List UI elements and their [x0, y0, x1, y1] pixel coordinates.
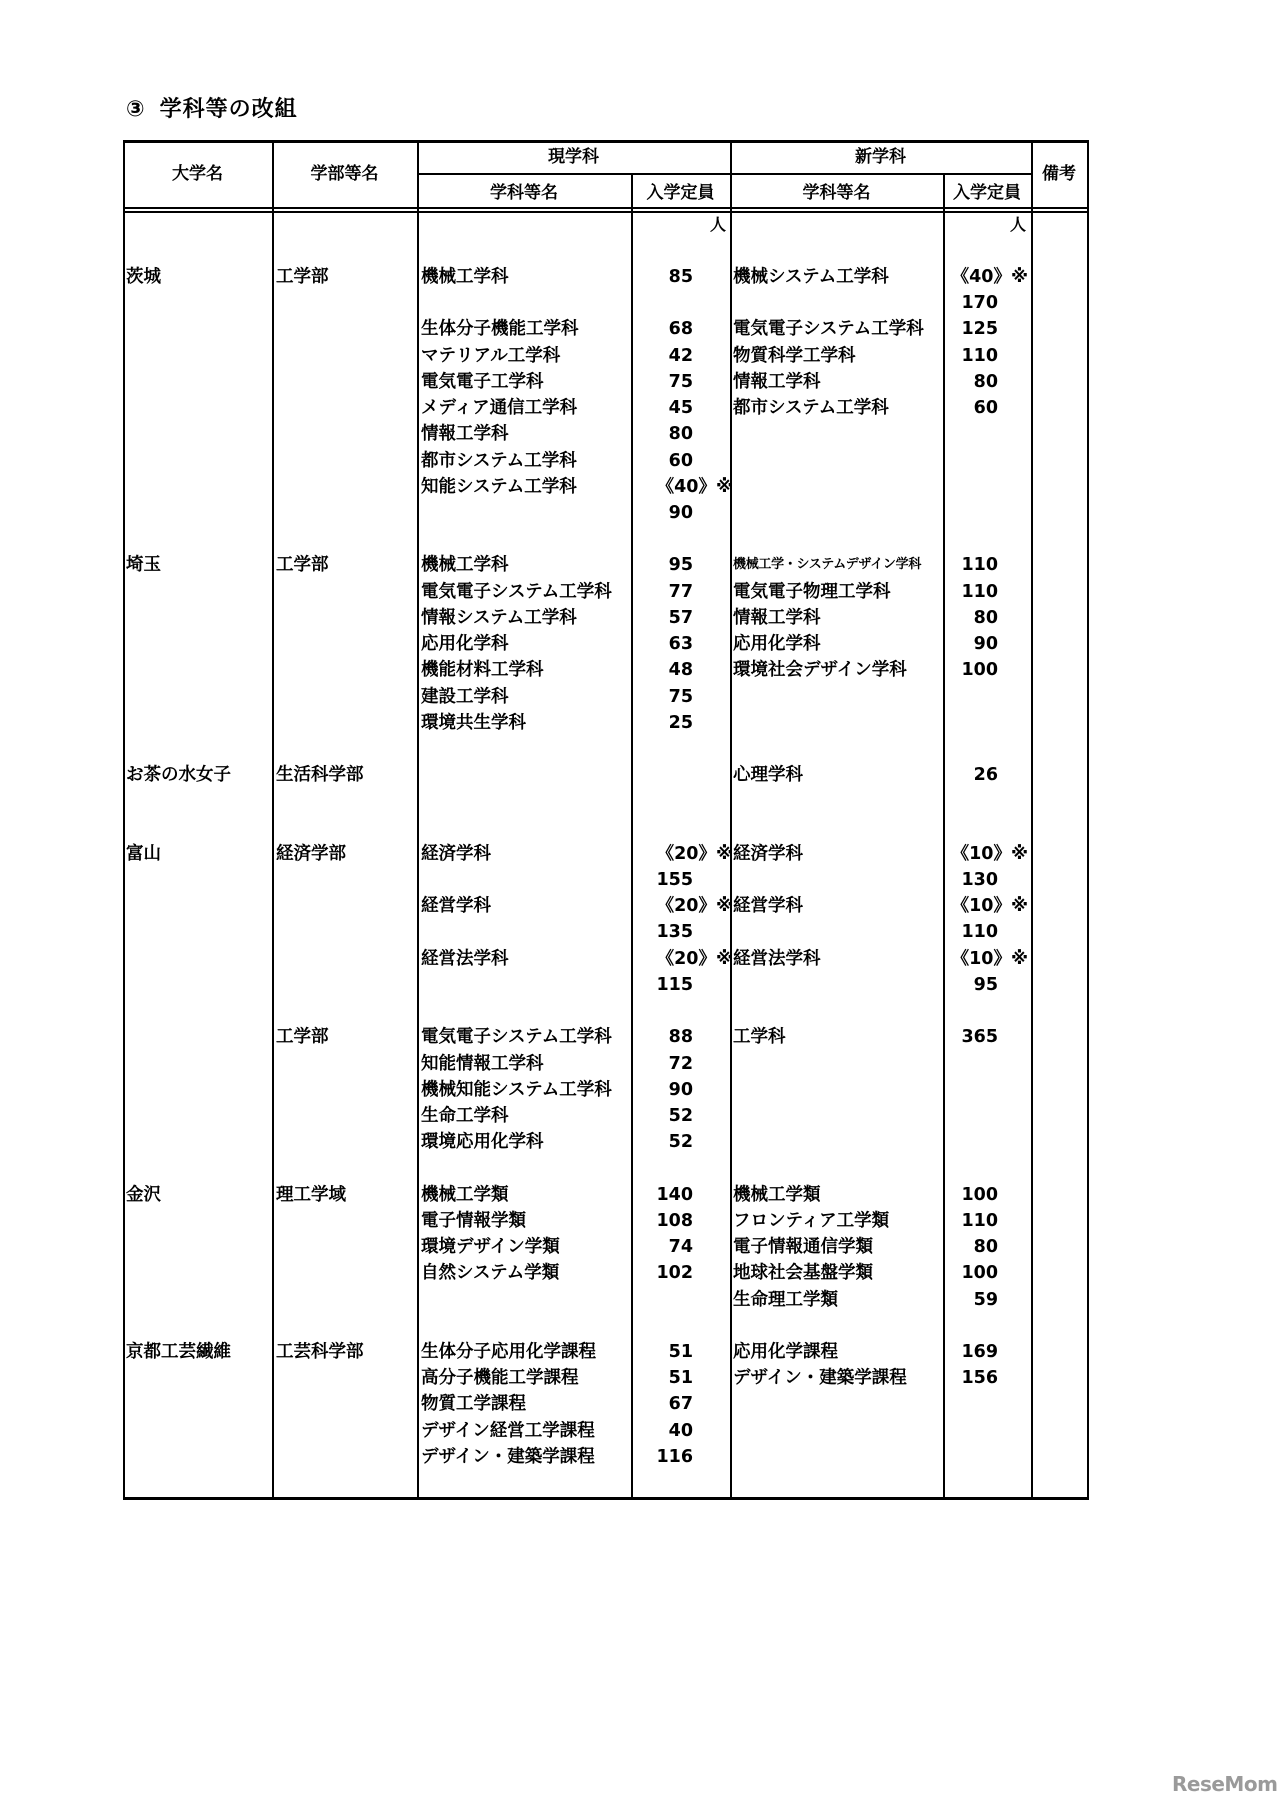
new-dept-cell: 心理学科 [733, 765, 803, 786]
table-row [123, 893, 1087, 919]
current-dept-cell: 機能材料工学科 [421, 660, 544, 681]
current-dept-cell: 都市システム工学科 [421, 450, 577, 471]
current-capacity-cell: 80 [668, 424, 693, 445]
current-dept-cell: 経営学科 [421, 896, 491, 917]
current-capacity-cell [613, 736, 733, 762]
header-current-capacity: 入学定員 [646, 183, 715, 203]
current-dept-cell: 環境共生学科 [421, 712, 526, 733]
table-row [123, 841, 1087, 867]
current-capacity-cell [613, 815, 733, 841]
new-capacity-cell: 110 [961, 555, 998, 576]
current-dept-cell: 電気電子工学科 [421, 371, 544, 392]
new-capacity-cell: 100 [961, 1184, 998, 1205]
new-capacity-cell: 110 [961, 345, 998, 366]
current-dept-cell: メディア通信工学科 [421, 398, 578, 419]
new-dept-cell: 地球社会基盤学類 [733, 1263, 873, 1284]
current-capacity-cell: 68 [668, 319, 693, 340]
new-capacity-cell: 169 [961, 1341, 998, 1362]
table-row [123, 1287, 1087, 1313]
current-dept-cell: マテリアル工学科 [421, 345, 561, 366]
current-capacity-cell: 75 [668, 686, 693, 707]
new-capacity-cell [933, 1103, 1028, 1129]
table-row [123, 867, 1087, 893]
new-capacity-cell: 110 [961, 1210, 998, 1231]
section-number: ③ [126, 97, 146, 122]
current-capacity-cell: 116 [656, 1446, 693, 1467]
current-capacity-cell: 40 [668, 1420, 693, 1441]
university-cell: 京都工芸繊維 [126, 1341, 231, 1362]
current-capacity-cell: 42 [668, 345, 693, 366]
table-row [123, 369, 1087, 395]
table-top-border [123, 140, 1089, 143]
section-title-text: 学科等の改組 [159, 97, 298, 122]
current-dept-cell: 機械工学科 [421, 267, 509, 287]
faculty-cell: 工学部 [276, 267, 329, 287]
table-row [123, 343, 1087, 369]
current-capacity-cell: 《20》※ [656, 896, 733, 917]
new-capacity-cell: 365 [961, 1027, 998, 1048]
faculty-cell: 理工学域 [276, 1184, 346, 1205]
current-capacity-cell: 《20》※ [656, 843, 733, 864]
header-current: 現学科 [548, 147, 599, 167]
current-dept-cell: 電気電子システム工学科 [421, 1027, 612, 1048]
table-row [123, 579, 1087, 605]
current-dept-cell: 情報システム工学科 [421, 607, 577, 628]
new-capacity-cell [933, 1129, 1028, 1155]
new-capacity-cell: 130 [961, 870, 998, 891]
table-row [123, 788, 1087, 814]
current-capacity-cell: 67 [668, 1394, 693, 1415]
current-capacity-cell: 90 [668, 502, 693, 523]
new-capacity-cell: 《10》※ [951, 843, 1028, 864]
current-dept-cell: 物質工学課程 [421, 1394, 526, 1415]
table-row [123, 316, 1087, 342]
current-capacity-cell: 75 [668, 371, 693, 392]
current-dept-cell: 機械工学科 [421, 555, 509, 576]
current-capacity-cell [613, 1155, 733, 1181]
new-capacity-cell [933, 1155, 1028, 1181]
new-capacity-cell: 59 [973, 1289, 998, 1310]
table-row [123, 1182, 1087, 1208]
table-row [123, 1208, 1087, 1234]
current-capacity-cell: 102 [656, 1263, 693, 1284]
current-dept-cell: 環境デザイン学類 [421, 1237, 560, 1258]
header-new-capacity: 入学定員 [953, 183, 1021, 203]
current-dept-cell: 電子情報学類 [421, 1210, 526, 1231]
current-capacity-cell: 108 [656, 1210, 693, 1231]
table-row [123, 684, 1087, 710]
current-capacity-cell [613, 526, 733, 552]
faculty-cell: 工学部 [276, 555, 329, 576]
new-capacity-cell [933, 998, 1028, 1024]
new-capacity-cell: 《40》※ [951, 267, 1028, 287]
header-faculty: 学部等名 [310, 164, 379, 184]
current-capacity-cell: 51 [668, 1368, 693, 1389]
new-capacity-cell [933, 1051, 1028, 1077]
new-capacity-cell: 80 [973, 371, 998, 392]
new-dept-cell: 経営学科 [733, 896, 803, 917]
current-capacity-cell [613, 1313, 733, 1339]
table-row [123, 946, 1087, 972]
faculty-cell: 経済学部 [276, 843, 346, 864]
table-row [123, 290, 1087, 316]
table-row [123, 1024, 1087, 1050]
new-capacity-cell: 100 [961, 1263, 998, 1284]
new-capacity-cell [933, 448, 1028, 474]
current-capacity-cell: 52 [668, 1132, 693, 1153]
current-dept-cell: 知能システム工学科 [421, 476, 577, 497]
current-capacity-cell: 《20》※ [656, 948, 733, 969]
current-capacity-cell: 57 [668, 607, 693, 628]
header-new-dept: 学科等名 [802, 183, 871, 203]
new-capacity-cell [933, 1444, 1028, 1470]
university-cell: 茨城 [126, 267, 161, 287]
new-capacity-cell: 《10》※ [951, 948, 1028, 969]
faculty-cell: 生活科学部 [276, 765, 364, 786]
table-row [123, 605, 1087, 631]
current-dept-cell: デザイン・建築学課程 [421, 1446, 595, 1467]
current-dept-cell: 環境応用化学科 [421, 1132, 544, 1153]
table-row [123, 631, 1087, 657]
current-capacity-cell [613, 290, 733, 316]
current-capacity-cell: 72 [668, 1053, 693, 1074]
current-dept-cell: 機械知能システム工学科 [421, 1079, 612, 1100]
current-capacity-cell: 135 [656, 922, 693, 943]
current-capacity-cell: 52 [668, 1106, 693, 1126]
current-dept-cell: 経済学科 [421, 843, 491, 864]
current-dept-cell: 生体分子応用化学課程 [421, 1341, 596, 1362]
header-new: 新学科 [855, 147, 906, 167]
current-capacity-cell [613, 762, 733, 788]
new-dept-cell: 電気電子物理工学科 [733, 581, 891, 602]
new-capacity-cell: 156 [961, 1368, 998, 1389]
table-body [123, 264, 1087, 1470]
table-row [123, 815, 1087, 841]
new-dept-cell: 応用化学課程 [733, 1341, 838, 1362]
new-capacity-cell: 95 [973, 974, 998, 995]
new-capacity-cell [933, 788, 1028, 814]
current-dept-cell: 自然システム学類 [421, 1263, 560, 1284]
table-row [123, 500, 1087, 526]
new-capacity-cell [933, 1313, 1028, 1339]
table-row [123, 1155, 1087, 1181]
faculty-cell: 工学部 [276, 1027, 329, 1048]
table-row [123, 1129, 1087, 1155]
new-dept-cell: 情報工学科 [733, 607, 821, 628]
current-capacity-cell: 45 [668, 398, 693, 419]
current-capacity-cell: 51 [668, 1341, 693, 1362]
new-unit-label: 人 [1010, 215, 1027, 234]
new-dept-cell: 環境社会デザイン学科 [733, 660, 907, 681]
header-split-line [417, 173, 1031, 175]
table-row [123, 1365, 1087, 1391]
new-dept-cell: 電気電子システム工学科 [733, 319, 924, 340]
table-row [123, 1234, 1087, 1260]
current-capacity-cell: 85 [668, 267, 693, 287]
new-capacity-cell [933, 736, 1028, 762]
new-capacity-cell: 110 [961, 581, 998, 602]
university-cell: 埼玉 [126, 555, 161, 576]
table-row [123, 1418, 1087, 1444]
new-dept-cell: 工学科 [733, 1027, 786, 1048]
new-dept-cell: 経営法学科 [733, 948, 821, 969]
new-dept-cell: 経済学科 [733, 843, 803, 864]
table-row [123, 421, 1087, 447]
new-capacity-cell [933, 421, 1028, 447]
table-row [123, 657, 1087, 683]
current-capacity-cell: 115 [656, 974, 693, 995]
new-capacity-cell: 60 [973, 398, 998, 419]
resemom-watermark-logo: ReseMom [1172, 1772, 1278, 1796]
new-capacity-cell: 100 [961, 660, 998, 681]
current-capacity-cell: 60 [668, 450, 693, 471]
header-university: 大学名 [172, 164, 223, 184]
table-row [123, 1444, 1087, 1470]
new-capacity-cell: 26 [973, 765, 998, 786]
university-cell: お茶の水女子 [126, 765, 231, 786]
table-row [123, 552, 1087, 578]
table-row [123, 1339, 1087, 1365]
current-capacity-cell: 77 [668, 581, 693, 602]
current-dept-cell: 経営法学科 [421, 948, 509, 969]
current-dept-cell: 知能情報工学科 [421, 1053, 544, 1074]
table-row [123, 736, 1087, 762]
current-capacity-cell: 48 [668, 660, 693, 681]
new-dept-cell: 都市システム工学科 [733, 398, 889, 419]
section-title [126, 92, 298, 123]
new-dept-cell: 生命理工学類 [733, 1289, 838, 1310]
table-row [123, 1391, 1087, 1417]
university-cell: 金沢 [126, 1184, 161, 1205]
header-current-dept: 学科等名 [490, 183, 558, 203]
current-capacity-cell: 90 [668, 1079, 693, 1100]
current-capacity-cell: 《40》※ [656, 476, 733, 497]
current-capacity-cell: 25 [668, 712, 693, 733]
new-dept-cell: フロンティア工学類 [733, 1210, 890, 1231]
table-row [123, 395, 1087, 421]
col-line-right [1087, 140, 1089, 1500]
new-capacity-cell: 90 [973, 634, 998, 655]
header-remarks: 備考 [1042, 164, 1076, 184]
new-capacity-cell [933, 684, 1028, 710]
new-capacity-cell [933, 474, 1028, 500]
new-dept-cell: 機械工学・システムデザイン学科 [733, 557, 922, 573]
current-capacity-cell [613, 1287, 733, 1313]
current-capacity-cell: 95 [668, 555, 693, 576]
table-row [123, 972, 1087, 998]
new-dept-cell: 情報工学科 [733, 371, 821, 392]
table-row [123, 474, 1087, 500]
table-row [123, 762, 1087, 788]
current-capacity-cell: 140 [656, 1184, 693, 1205]
current-dept-cell: 生命工学科 [421, 1106, 509, 1126]
new-capacity-cell [933, 815, 1028, 841]
new-dept-cell: デザイン・建築学課程 [733, 1368, 907, 1389]
current-dept-cell: 生体分子機能工学科 [421, 319, 579, 340]
current-dept-cell: 建設工学科 [421, 686, 509, 707]
faculty-cell: 工芸科学部 [276, 1341, 364, 1362]
table-row [123, 1103, 1087, 1129]
table-row [123, 998, 1087, 1024]
new-capacity-cell [933, 1077, 1028, 1103]
table-row [123, 526, 1087, 552]
current-unit-label: 人 [710, 215, 727, 234]
table-row [123, 710, 1087, 736]
university-cell: 富山 [126, 843, 161, 864]
new-capacity-cell: 110 [961, 922, 998, 943]
current-dept-cell: 応用化学科 [421, 634, 509, 655]
table-row [123, 1260, 1087, 1286]
table-row [123, 448, 1087, 474]
current-dept-cell: デザイン経営工学課程 [421, 1420, 595, 1441]
new-capacity-cell: 170 [961, 293, 998, 314]
current-capacity-cell [613, 788, 733, 814]
new-dept-cell: 応用化学科 [733, 634, 821, 655]
table-row [123, 1077, 1087, 1103]
current-capacity-cell [613, 998, 733, 1024]
new-dept-cell: 物質科学工学科 [733, 345, 856, 366]
new-capacity-cell: 80 [973, 1237, 998, 1258]
current-capacity-cell: 74 [668, 1237, 693, 1258]
new-dept-cell: 機械工学類 [733, 1184, 821, 1205]
new-capacity-cell [933, 500, 1028, 526]
current-dept-cell: 電気電子システム工学科 [421, 581, 612, 602]
new-capacity-cell [933, 1391, 1028, 1417]
current-dept-cell: 高分子機能工学課程 [421, 1368, 579, 1389]
new-capacity-cell [933, 1418, 1028, 1444]
new-dept-cell: 電子情報通信学類 [733, 1237, 873, 1258]
new-capacity-cell: 80 [973, 607, 998, 628]
table-row [123, 1051, 1087, 1077]
table-row [123, 919, 1087, 945]
table-row [123, 1313, 1087, 1339]
new-capacity-cell: 《10》※ [951, 896, 1028, 917]
current-capacity-cell: 63 [668, 634, 693, 655]
current-dept-cell: 機械工学類 [421, 1184, 509, 1205]
table-row [123, 264, 1087, 290]
new-capacity-cell [933, 710, 1028, 736]
new-dept-cell: 機械システム工学科 [733, 267, 889, 287]
new-capacity-cell: 125 [961, 319, 998, 340]
current-dept-cell: 情報工学科 [421, 424, 509, 445]
current-capacity-cell: 155 [656, 870, 693, 891]
current-capacity-cell: 88 [668, 1027, 693, 1048]
new-capacity-cell [933, 526, 1028, 552]
